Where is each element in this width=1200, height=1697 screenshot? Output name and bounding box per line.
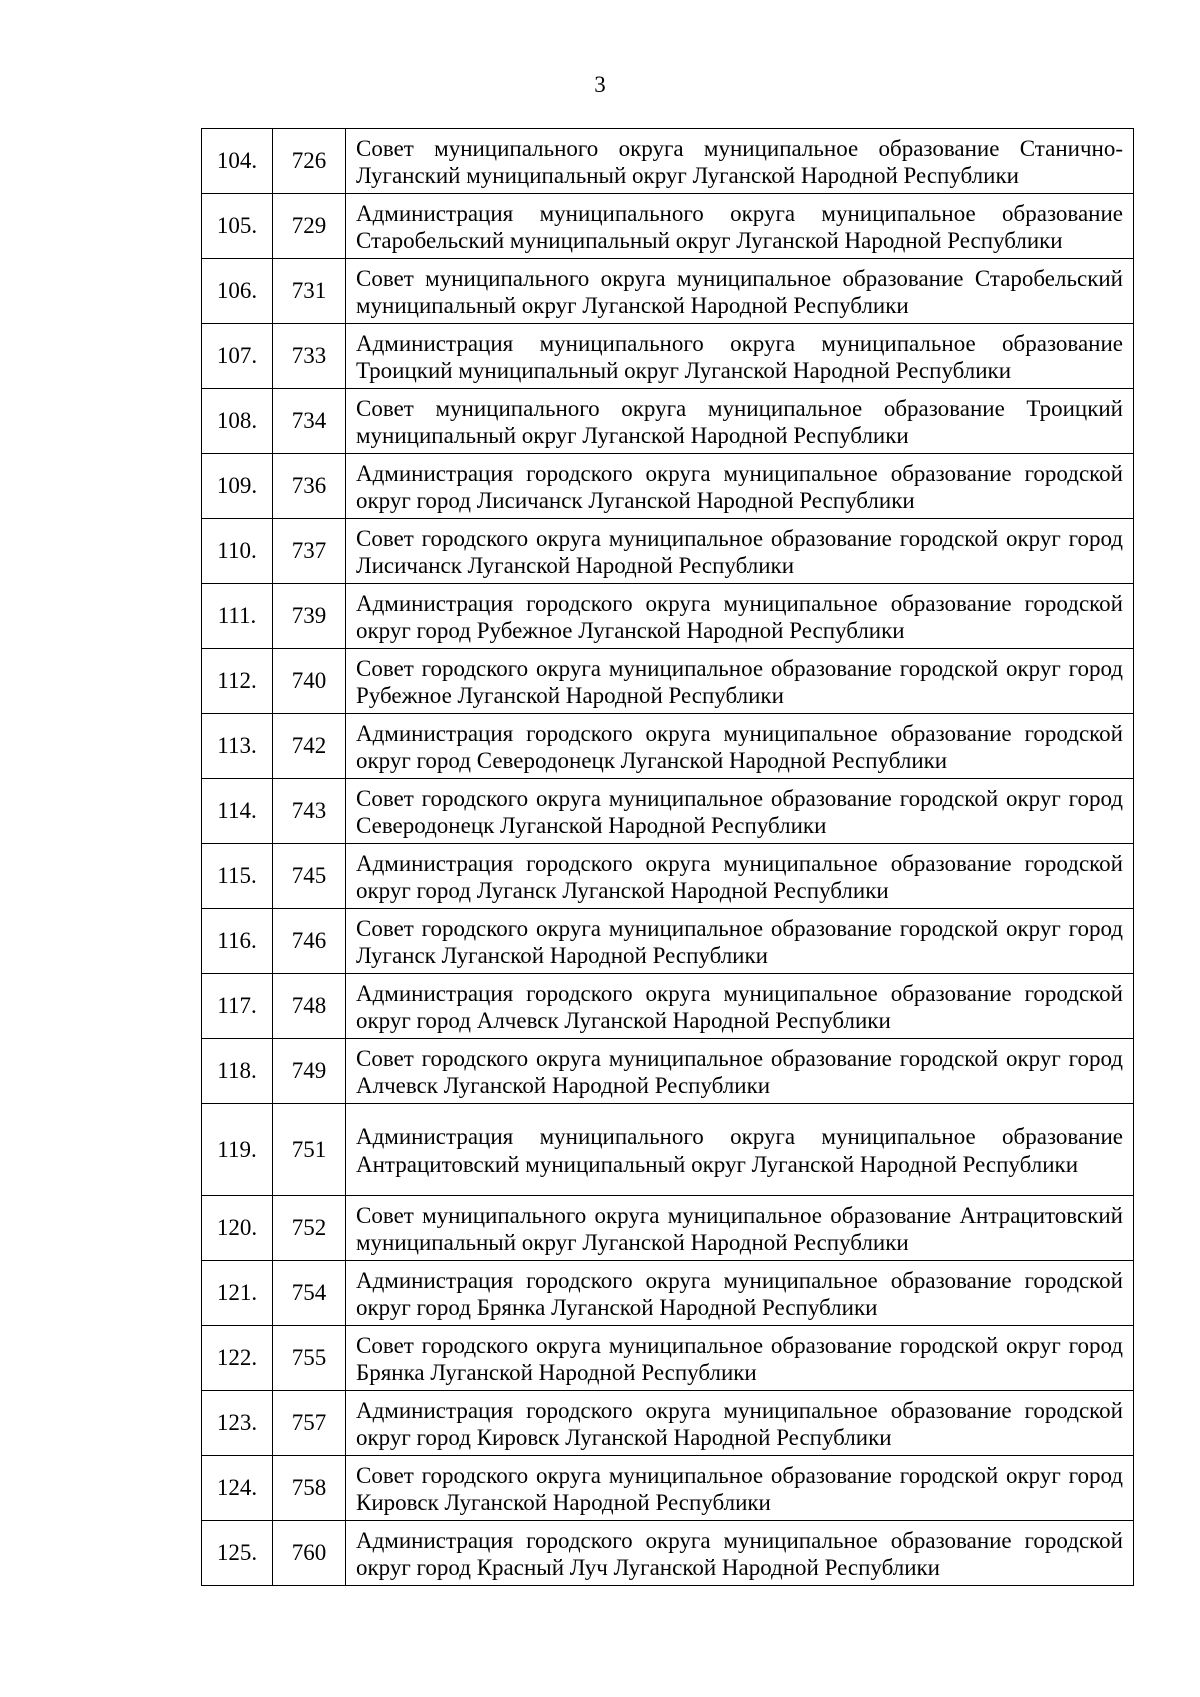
row-number-cell: 123. bbox=[202, 1391, 273, 1456]
table-row bbox=[202, 1391, 1134, 1456]
row-number-cell: 108. bbox=[202, 389, 273, 454]
row-number-cell: 106. bbox=[202, 259, 273, 324]
row-name-cell: Администрация городского округа муниципальное образование городской округ город Лисичанск Луганской Народной Республики bbox=[346, 454, 1134, 519]
row-code-cell: 752 bbox=[273, 1196, 346, 1261]
row-code-cell: 736 bbox=[273, 454, 346, 519]
row-number-cell: 125. bbox=[202, 1521, 273, 1586]
row-number-cell: 118. bbox=[202, 1039, 273, 1104]
row-number-cell: 110. bbox=[202, 519, 273, 584]
table-row bbox=[202, 649, 1134, 714]
row-name-cell: Совет городского округа муниципальное образование городской округ город Луганск Луганской Народной Республики bbox=[346, 909, 1134, 974]
row-code-cell: 754 bbox=[273, 1261, 346, 1326]
row-code-cell: 739 bbox=[273, 584, 346, 649]
row-number-cell: 117. bbox=[202, 974, 273, 1039]
row-number-cell: 114. bbox=[202, 779, 273, 844]
table-row bbox=[202, 584, 1134, 649]
row-name-cell: Совет городского округа муниципальное образование городской округ город Лисичанск Луганской Народной Республики bbox=[346, 519, 1134, 584]
row-number-cell: 112. bbox=[202, 649, 273, 714]
table-row bbox=[202, 519, 1134, 584]
table-row bbox=[202, 1456, 1134, 1521]
table-row bbox=[202, 194, 1134, 259]
table-row bbox=[202, 324, 1134, 389]
row-number-cell: 109. bbox=[202, 454, 273, 519]
table-row bbox=[202, 1261, 1134, 1326]
row-name-cell: Администрация муниципального округа муниципальное образование Троицкий муниципальный округ Луганской Народной Республики bbox=[346, 324, 1134, 389]
row-code-cell: 746 bbox=[273, 909, 346, 974]
row-name-cell: Администрация муниципального округа муниципальное образование Старобельский муниципальный округ Луганской Народной Республики bbox=[346, 194, 1134, 259]
table-row bbox=[202, 1196, 1134, 1261]
row-code-cell: 745 bbox=[273, 844, 346, 909]
row-code-cell: 757 bbox=[273, 1391, 346, 1456]
row-name-cell: Администрация городского округа муниципальное образование городской округ город Красный Луч Луганской Народной Республики bbox=[346, 1521, 1134, 1586]
row-number-cell: 116. bbox=[202, 909, 273, 974]
row-code-cell: 748 bbox=[273, 974, 346, 1039]
table-row bbox=[202, 779, 1134, 844]
row-name-cell: Администрация городского округа муниципальное образование городской округ город Луганск Луганской Народной Республики bbox=[346, 844, 1134, 909]
row-name-cell: Совет городского округа муниципальное образование городской округ город Алчевск Луганской Народной Республики bbox=[346, 1039, 1134, 1104]
row-name-cell: Администрация городского округа муниципальное образование городской округ город Кировск Луганской Народной Республики bbox=[346, 1391, 1134, 1456]
row-name-cell: Администрация муниципального округа муниципальное образование Антрацитовский муниципальный округ Луганской Народной Республики bbox=[346, 1104, 1134, 1196]
row-code-cell: 729 bbox=[273, 194, 346, 259]
table-row bbox=[202, 1521, 1134, 1586]
row-number-cell: 124. bbox=[202, 1456, 273, 1521]
row-code-cell: 726 bbox=[273, 129, 346, 194]
row-name-cell: Администрация городского округа муниципальное образование городской округ город Алчевск Луганской Народной Республики bbox=[346, 974, 1134, 1039]
row-code-cell: 758 bbox=[273, 1456, 346, 1521]
table-row bbox=[202, 454, 1134, 519]
row-number-cell: 111. bbox=[202, 584, 273, 649]
table-row bbox=[202, 1104, 1134, 1196]
row-number-cell: 122. bbox=[202, 1326, 273, 1391]
row-code-cell: 743 bbox=[273, 779, 346, 844]
row-code-cell: 731 bbox=[273, 259, 346, 324]
row-name-cell: Совет муниципального округа муниципальное образование Антрацитовский муниципальный округ Луганской Народной Республики bbox=[346, 1196, 1134, 1261]
row-code-cell: 742 bbox=[273, 714, 346, 779]
row-code-cell: 760 bbox=[273, 1521, 346, 1586]
table-row bbox=[202, 1039, 1134, 1104]
row-name-cell: Совет городского округа муниципальное образование городской округ город Брянка Луганской Народной Республики bbox=[346, 1326, 1134, 1391]
page-number: 3 bbox=[594, 72, 606, 97]
table-row bbox=[202, 389, 1134, 454]
table-row bbox=[202, 129, 1134, 194]
row-name-cell: Совет городского округа муниципальное образование городской округ город Кировск Луганской Народной Республики bbox=[346, 1456, 1134, 1521]
table-row bbox=[202, 844, 1134, 909]
row-name-cell: Совет муниципального округа муниципальное образование Старобельский муниципальный округ Луганской Народной Республики bbox=[346, 259, 1134, 324]
row-code-cell: 733 bbox=[273, 324, 346, 389]
row-number-cell: 115. bbox=[202, 844, 273, 909]
row-name-cell: Администрация городского округа муниципальное образование городской округ город Северодонецк Луганской Народной Республики bbox=[346, 714, 1134, 779]
row-code-cell: 751 bbox=[273, 1104, 346, 1196]
row-name-cell: Администрация городского округа муниципальное образование городской округ город Брянка Луганской Народной Республики bbox=[346, 1261, 1134, 1326]
row-number-cell: 105. bbox=[202, 194, 273, 259]
row-code-cell: 755 bbox=[273, 1326, 346, 1391]
row-number-cell: 104. bbox=[202, 129, 273, 194]
row-code-cell: 740 bbox=[273, 649, 346, 714]
table-row bbox=[202, 974, 1134, 1039]
registry-table-body bbox=[202, 129, 1134, 1586]
table-row bbox=[202, 909, 1134, 974]
row-number-cell: 113. bbox=[202, 714, 273, 779]
registry-table bbox=[201, 128, 1134, 1586]
row-name-cell: Совет городского округа муниципальное образование городской округ город Северодонецк Луганской Народной Республики bbox=[346, 779, 1134, 844]
row-name-cell: Совет городского округа муниципальное образование городской округ город Рубежное Луганской Народной Республики bbox=[346, 649, 1134, 714]
row-number-cell: 119. bbox=[202, 1104, 273, 1196]
row-name-cell: Совет муниципального округа муниципальное образование Троицкий муниципальный округ Луганской Народной Республики bbox=[346, 389, 1134, 454]
row-number-cell: 121. bbox=[202, 1261, 273, 1326]
row-number-cell: 120. bbox=[202, 1196, 273, 1261]
table-row bbox=[202, 714, 1134, 779]
row-number-cell: 107. bbox=[202, 324, 273, 389]
table-row bbox=[202, 1326, 1134, 1391]
row-code-cell: 749 bbox=[273, 1039, 346, 1104]
row-code-cell: 734 bbox=[273, 389, 346, 454]
row-name-cell: Администрация городского округа муниципальное образование городской округ город Рубежное Луганской Народной Республики bbox=[346, 584, 1134, 649]
row-code-cell: 737 bbox=[273, 519, 346, 584]
table-row bbox=[202, 259, 1134, 324]
row-name-cell: Совет муниципального округа муниципальное образование Станично-Луганский муниципальный округ Луганской Народной Республики bbox=[346, 129, 1134, 194]
